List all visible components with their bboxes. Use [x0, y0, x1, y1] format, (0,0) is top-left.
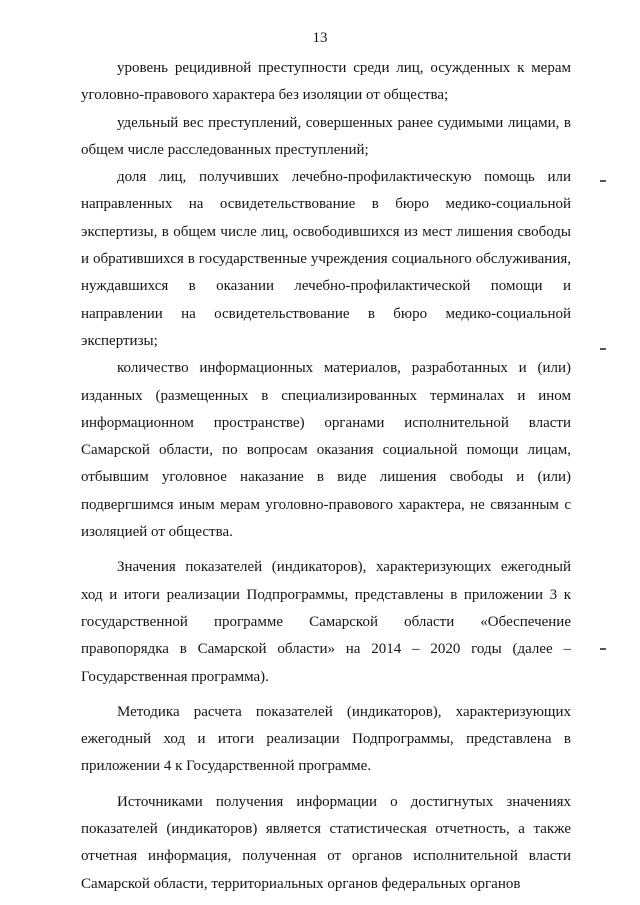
paragraph-calculation-method: Методика расчета показателей (индикаторов), характеризующих ежегодный ход и итоги реализации Подпрограммы, представлена в приложении 4 к Государственной программе.: [81, 703, 571, 775]
paragraph-repeat-offender-share: удельный вес преступлений, совершенных ранее судимыми лицами, в общем числе расследованных преступлений;: [81, 114, 571, 158]
paragraph-information-sources: Источниками получения информации о достигнутых значениях показателей (индикаторов) является статистическая отчетность, а также отчетная информация, полученная от органов исполнительной власти Самарской области, территориальных органов федеральных органов: [81, 793, 571, 892]
margin-tick-mark: [600, 180, 606, 182]
document-body: [81, 55, 571, 898]
paragraph-recidivism-level: уровень рецидивной преступности среди лиц, осужденных к мерам уголовно-правового характера без изоляции от общества;: [81, 60, 571, 104]
margin-tick-mark: [600, 648, 606, 650]
paragraph-medical-aid-share: доля лиц, получивших лечебно-профилактическую помощь или направленных на освидетельствование в бюро медико-социальной экспертизы, в общем числе лиц, освободившихся из мест лишения свободы и обратившихся в государственные учреждения социального обслуживания, нуждавшихся в оказании лечебно-профилактической помощи и направлении на освидетельствование в бюро медико-социальной экспертизы;: [81, 169, 571, 349]
margin-tick-mark: [600, 348, 606, 350]
paragraph-indicator-values: Значения показателей (индикаторов), характеризующих ежегодный ход и итоги реализации Подпрограммы, представлены в приложении 3 к государственной программе Самарской области «Обеспечение правопорядка в Самарской области» на 2014 – 2020 годы (далее – Государственная программа).: [81, 559, 571, 685]
page-number: 13: [312, 30, 328, 46]
paragraph-information-materials: количество информационных материалов, разработанных и (или) изданных (размещенных в специализированных терминалах и ином информационном пространстве) органами исполнительной власти Самарской области, по вопросам оказания социальной помощи лицам, отбывшим уголовное наказание в виде лишения свободы и (или) подвергшимся иным мерам уголовно-правового характера, не связанным с изоляцией от общества.: [81, 360, 571, 541]
